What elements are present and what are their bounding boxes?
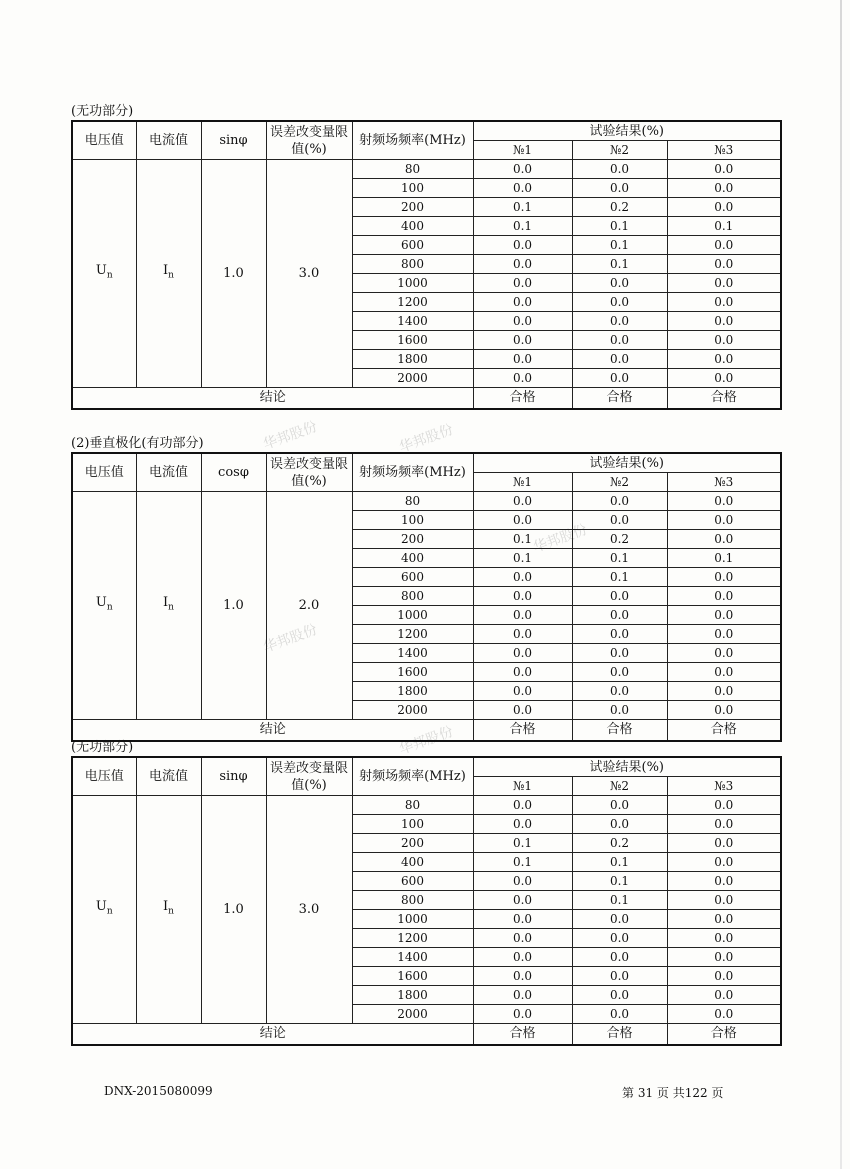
frequency-cell: 1400 (352, 644, 473, 663)
result-cell-3: 0.0 (667, 606, 781, 625)
result-cell-2: 0.0 (572, 663, 667, 682)
frequency-cell: 200 (352, 198, 473, 217)
result-cell-3: 0.0 (667, 910, 781, 929)
voltage-value: $U_n$ (72, 796, 136, 1024)
header-error-limit: 误差改变量限值(%) (266, 121, 352, 160)
current-value: $I_n$ (136, 160, 201, 388)
result-cell-1: 0.0 (473, 872, 572, 891)
conclusion-3: 合格 (667, 1024, 781, 1046)
result-cell-3: 0.0 (667, 701, 781, 720)
current-value: $I_n$ (136, 796, 201, 1024)
frequency-cell: 1600 (352, 331, 473, 350)
result-cell-2: 0.0 (572, 160, 667, 179)
result-cell-1: 0.0 (473, 948, 572, 967)
result-cell-2: 0.0 (572, 701, 667, 720)
result-cell-3: 0.0 (667, 274, 781, 293)
result-cell-1: 0.0 (473, 967, 572, 986)
result-cell-2: 0.0 (572, 929, 667, 948)
result-cell-3: 0.0 (667, 160, 781, 179)
section-vertical-active (71, 436, 780, 742)
result-cell-2: 0.0 (572, 815, 667, 834)
voltage-value: $U_n$ (72, 160, 136, 388)
result-cell-1: 0.1 (473, 530, 572, 549)
watermark-stamp: 华邦股份 (397, 723, 456, 759)
frequency-cell: 100 (352, 511, 473, 530)
result-cell-3: 0.0 (667, 530, 781, 549)
result-cell-2: 0.1 (572, 568, 667, 587)
result-cell-2: 0.0 (572, 910, 667, 929)
frequency-cell: 200 (352, 530, 473, 549)
result-cell-3: 0.0 (667, 644, 781, 663)
frequency-cell: 400 (352, 217, 473, 236)
result-cell-3: 0.0 (667, 350, 781, 369)
frequency-cell: 2000 (352, 1005, 473, 1024)
frequency-cell: 1600 (352, 663, 473, 682)
result-cell-3: 0.0 (667, 511, 781, 530)
frequency-cell: 1400 (352, 312, 473, 331)
result-cell-1: 0.0 (473, 312, 572, 331)
header-sample-1: №1 (473, 141, 572, 160)
frequency-cell: 80 (352, 160, 473, 179)
conclusion-1: 合格 (473, 1024, 572, 1046)
header-current: 电流值 (136, 453, 201, 492)
result-cell-1: 0.0 (473, 160, 572, 179)
result-cell-1: 0.0 (473, 986, 572, 1005)
result-cell-2: 0.2 (572, 530, 667, 549)
header-current: 电流值 (136, 757, 201, 796)
result-cell-2: 0.0 (572, 369, 667, 388)
result-cell-2: 0.1 (572, 236, 667, 255)
result-cell-1: 0.0 (473, 701, 572, 720)
table-row (72, 492, 781, 511)
frequency-cell: 1800 (352, 350, 473, 369)
section-title: (无功部分) (71, 104, 134, 119)
conclusion-2: 合格 (572, 388, 667, 410)
frequency-cell: 100 (352, 179, 473, 198)
result-cell-2: 0.0 (572, 1005, 667, 1024)
conclusion-label: 结论 (72, 1024, 473, 1046)
result-cell-2: 0.0 (572, 511, 667, 530)
frequency-cell: 1800 (352, 986, 473, 1005)
conclusion-label: 结论 (72, 388, 473, 410)
header-test-results: 试验结果(%) (473, 121, 781, 141)
frequency-cell: 600 (352, 236, 473, 255)
result-cell-3: 0.0 (667, 948, 781, 967)
result-cell-3: 0.0 (667, 1005, 781, 1024)
frequency-cell: 2000 (352, 701, 473, 720)
conclusion-row (72, 1024, 781, 1046)
header-voltage: 电压值 (72, 757, 136, 796)
result-cell-3: 0.0 (667, 568, 781, 587)
header-voltage: 电压值 (72, 453, 136, 492)
frequency-cell: 800 (352, 587, 473, 606)
conclusion-2: 合格 (572, 1024, 667, 1046)
results-table (71, 452, 782, 742)
error-limit-value: 3.0 (266, 796, 352, 1024)
header-rf-frequency: 射频场频率(MHz) (352, 121, 473, 160)
result-cell-1: 0.0 (473, 1005, 572, 1024)
table-row (72, 160, 781, 179)
result-cell-1: 0.0 (473, 369, 572, 388)
result-cell-1: 0.0 (473, 625, 572, 644)
result-cell-3: 0.0 (667, 929, 781, 948)
section-reactive-2 (71, 740, 780, 1046)
result-cell-3: 0.0 (667, 682, 781, 701)
watermark-stamp: 华邦股份 (531, 521, 590, 557)
frequency-cell: 1200 (352, 625, 473, 644)
result-cell-2: 0.0 (572, 331, 667, 350)
frequency-cell: 80 (352, 796, 473, 815)
header-error-limit: 误差改变量限值(%) (266, 757, 352, 796)
voltage-value: $U_n$ (72, 492, 136, 720)
header-sample-1: №1 (473, 473, 572, 492)
result-cell-2: 0.1 (572, 872, 667, 891)
result-cell-3: 0.0 (667, 891, 781, 910)
conclusion-label: 结论 (72, 720, 473, 742)
result-cell-2: 0.1 (572, 549, 667, 568)
table-row (72, 796, 781, 815)
page-edge (840, 0, 842, 1169)
result-cell-1: 0.1 (473, 217, 572, 236)
header-sample-3: №3 (667, 777, 781, 796)
conclusion-row (72, 388, 781, 410)
result-cell-1: 0.1 (473, 853, 572, 872)
result-cell-3: 0.0 (667, 796, 781, 815)
result-cell-1: 0.0 (473, 293, 572, 312)
result-cell-3: 0.0 (667, 179, 781, 198)
result-cell-2: 0.0 (572, 179, 667, 198)
result-cell-2: 0.0 (572, 587, 667, 606)
conclusion-1: 合格 (473, 388, 572, 410)
result-cell-2: 0.0 (572, 274, 667, 293)
result-cell-2: 0.0 (572, 350, 667, 369)
page-number: 第 31 页 共122 页 (622, 1086, 724, 1100)
results-table (71, 120, 782, 410)
result-cell-3: 0.0 (667, 587, 781, 606)
header-error-limit: 误差改变量限值(%) (266, 453, 352, 492)
result-cell-3: 0.0 (667, 293, 781, 312)
power-factor-value: 1.0 (201, 160, 266, 388)
frequency-cell: 800 (352, 255, 473, 274)
header-sample-1: №1 (473, 777, 572, 796)
conclusion-1: 合格 (473, 720, 572, 742)
result-cell-2: 0.0 (572, 682, 667, 701)
result-cell-1: 0.0 (473, 255, 572, 274)
result-cell-3: 0.0 (667, 967, 781, 986)
result-cell-1: 0.0 (473, 663, 572, 682)
header-power-factor: cosφ (201, 453, 266, 492)
result-cell-3: 0.0 (667, 872, 781, 891)
result-cell-3: 0.0 (667, 663, 781, 682)
header-sample-3: №3 (667, 473, 781, 492)
result-cell-3: 0.0 (667, 625, 781, 644)
watermark-stamp: 华邦股份 (397, 421, 456, 457)
frequency-cell: 1000 (352, 606, 473, 625)
frequency-cell: 2000 (352, 369, 473, 388)
section-reactive-1 (71, 104, 780, 410)
result-cell-1: 0.0 (473, 236, 572, 255)
frequency-cell: 1400 (352, 948, 473, 967)
result-cell-2: 0.2 (572, 834, 667, 853)
result-cell-1: 0.0 (473, 910, 572, 929)
result-cell-1: 0.0 (473, 891, 572, 910)
header-voltage: 电压值 (72, 121, 136, 160)
result-cell-3: 0.0 (667, 834, 781, 853)
conclusion-2: 合格 (572, 720, 667, 742)
result-cell-2: 0.1 (572, 255, 667, 274)
frequency-cell: 80 (352, 492, 473, 511)
conclusion-3: 合格 (667, 720, 781, 742)
header-test-results: 试验结果(%) (473, 453, 781, 473)
result-cell-2: 0.0 (572, 492, 667, 511)
frequency-cell: 1600 (352, 967, 473, 986)
result-cell-1: 0.0 (473, 179, 572, 198)
result-cell-2: 0.0 (572, 293, 667, 312)
header-power-factor: sinφ (201, 757, 266, 796)
header-sample-2: №2 (572, 473, 667, 492)
header-rf-frequency: 射频场频率(MHz) (352, 453, 473, 492)
result-cell-3: 0.1 (667, 549, 781, 568)
result-cell-2: 0.1 (572, 891, 667, 910)
result-cell-1: 0.1 (473, 198, 572, 217)
current-value: $I_n$ (136, 492, 201, 720)
frequency-cell: 1000 (352, 910, 473, 929)
result-cell-1: 0.0 (473, 331, 572, 350)
result-cell-1: 0.0 (473, 492, 572, 511)
result-cell-3: 0.0 (667, 236, 781, 255)
result-cell-3: 0.0 (667, 986, 781, 1005)
header-test-results: 试验结果(%) (473, 757, 781, 777)
result-cell-1: 0.0 (473, 568, 572, 587)
result-cell-3: 0.0 (667, 312, 781, 331)
result-cell-1: 0.1 (473, 549, 572, 568)
result-cell-3: 0.0 (667, 815, 781, 834)
result-cell-1: 0.1 (473, 834, 572, 853)
result-cell-2: 0.1 (572, 217, 667, 236)
frequency-cell: 1200 (352, 929, 473, 948)
result-cell-3: 0.0 (667, 331, 781, 350)
result-cell-2: 0.0 (572, 644, 667, 663)
header-sample-2: №2 (572, 777, 667, 796)
result-cell-3: 0.1 (667, 217, 781, 236)
result-cell-2: 0.0 (572, 312, 667, 331)
frequency-cell: 100 (352, 815, 473, 834)
frequency-cell: 400 (352, 549, 473, 568)
report-number: DNX-2015080099 (104, 1084, 213, 1098)
result-cell-1: 0.0 (473, 587, 572, 606)
result-cell-2: 0.0 (572, 606, 667, 625)
result-cell-1: 0.0 (473, 606, 572, 625)
result-cell-2: 0.2 (572, 198, 667, 217)
frequency-cell: 600 (352, 568, 473, 587)
conclusion-row (72, 720, 781, 742)
section-title: (2)垂直极化(有功部分) (71, 436, 204, 451)
result-cell-1: 0.0 (473, 644, 572, 663)
result-cell-3: 0.0 (667, 492, 781, 511)
header-rf-frequency: 射频场频率(MHz) (352, 757, 473, 796)
result-cell-2: 0.0 (572, 967, 667, 986)
result-cell-1: 0.0 (473, 511, 572, 530)
frequency-cell: 1800 (352, 682, 473, 701)
frequency-cell: 400 (352, 853, 473, 872)
header-sample-3: №3 (667, 141, 781, 160)
watermark-stamp: 华邦股份 (261, 621, 320, 657)
header-power-factor: sinφ (201, 121, 266, 160)
header-sample-2: №2 (572, 141, 667, 160)
result-cell-2: 0.0 (572, 625, 667, 644)
header-current: 电流值 (136, 121, 201, 160)
watermark-stamp: 华邦股份 (261, 418, 320, 454)
result-cell-3: 0.0 (667, 853, 781, 872)
power-factor-value: 1.0 (201, 492, 266, 720)
result-cell-1: 0.0 (473, 350, 572, 369)
frequency-cell: 1200 (352, 293, 473, 312)
section-title: (无功部分) (71, 740, 134, 755)
frequency-cell: 200 (352, 834, 473, 853)
results-table (71, 756, 782, 1046)
power-factor-value: 1.0 (201, 796, 266, 1024)
result-cell-1: 0.0 (473, 274, 572, 293)
result-cell-3: 0.0 (667, 369, 781, 388)
result-cell-1: 0.0 (473, 796, 572, 815)
result-cell-2: 0.0 (572, 796, 667, 815)
result-cell-2: 0.0 (572, 948, 667, 967)
result-cell-3: 0.0 (667, 255, 781, 274)
result-cell-2: 0.0 (572, 986, 667, 1005)
result-cell-1: 0.0 (473, 682, 572, 701)
result-cell-3: 0.0 (667, 198, 781, 217)
frequency-cell: 800 (352, 891, 473, 910)
frequency-cell: 1000 (352, 274, 473, 293)
error-limit-value: 2.0 (266, 492, 352, 720)
result-cell-2: 0.1 (572, 853, 667, 872)
result-cell-1: 0.0 (473, 929, 572, 948)
result-cell-1: 0.0 (473, 815, 572, 834)
conclusion-3: 合格 (667, 388, 781, 410)
error-limit-value: 3.0 (266, 160, 352, 388)
frequency-cell: 600 (352, 872, 473, 891)
